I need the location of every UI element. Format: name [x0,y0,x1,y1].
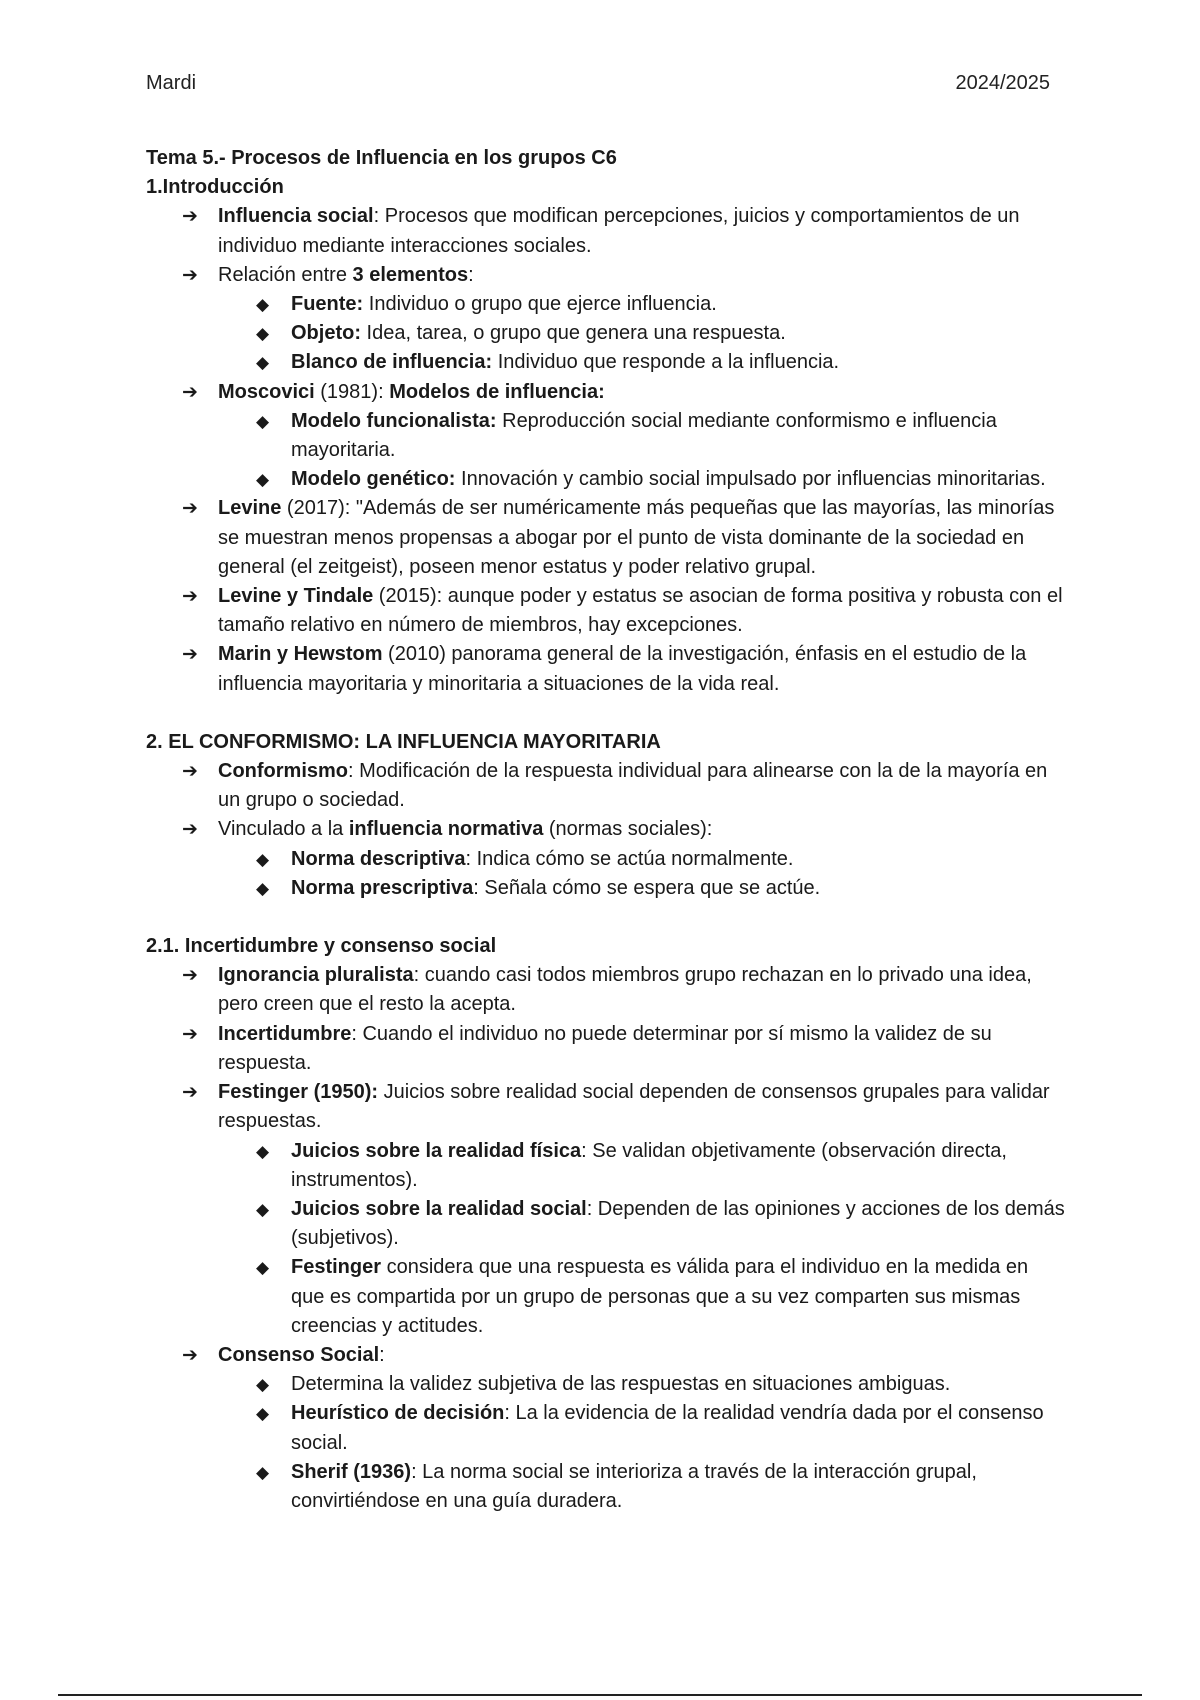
sub-bullet-heuristico: ◆ Heurístico de decisión: La la evidencia de la realidad vendría dada por el consenso social. [146,1399,1066,1457]
arrow-icon: ➔ [182,965,198,987]
diamond-icon: ◆ [256,1462,270,1482]
diamond-icon: ◆ [256,295,270,315]
footer-rule [58,1694,1142,1696]
sub-bullet-realidad-social: ◆ Juicios sobre la realidad social: Dependen de las opiniones y acciones de los demás (subjetivos). [146,1195,1066,1253]
bullet-relacion-elementos: ➔ Relación entre 3 elementos: [146,261,1066,290]
arrow-icon: ➔ [182,644,198,666]
arrow-icon: ➔ [182,206,198,228]
document-body [146,144,1066,1516]
section-heading-introduccion: 1.Introducción [146,176,284,199]
bullet-conformismo: ➔ Conformismo: Modificación de la respuesta individual para alinearse con la de la mayoría en un grupo o sociedad. [146,757,1066,815]
bullet-festinger: ➔ Festinger (1950): Juicios sobre realidad social dependen de consensos grupales para validar respuestas. [146,1078,1066,1136]
document-title: Tema 5.- Procesos de Influencia en los grupos C6 [146,147,617,169]
arrow-icon: ➔ [182,1344,198,1366]
page-header [146,72,1050,102]
sub-bullet-realidad-fisica: ◆ Juicios sobre la realidad física: Se validan objetivamente (observación directa, instrumentos). [146,1137,1066,1195]
arrow-icon: ➔ [182,381,198,403]
sub-bullet-blanco: ◆ Blanco de influencia: Individuo que responde a la influencia. [146,348,1066,377]
arrow-icon: ➔ [182,1082,198,1104]
diamond-icon: ◆ [256,411,270,431]
sub-bullet-modelo-genetico: ◆ Modelo genético: Innovación y cambio social impulsado por influencias minoritarias. [146,465,1066,494]
bullet-marin-hewstom: ➔ Marin y Hewstom (2010) panorama general de la investigación, énfasis en el estudio de la influencia mayoritaria y minoritaria a situaciones de la vida real. [146,640,1066,698]
header-author: Mardi [146,72,197,94]
bullet-moscovici: ➔ Moscovici (1981): Modelos de influencia: [146,378,1066,407]
arrow-icon: ➔ [182,1023,198,1045]
bullet-influencia-normativa: ➔ Vinculado a la influencia normativa (normas sociales): [146,815,1066,844]
section-heading-incertidumbre: 2.1. Incertidumbre y consenso social [146,935,497,958]
diamond-icon: ◆ [256,1404,270,1424]
sub-bullet-sherif: ◆ Sherif (1936): La norma social se interioriza a través de la interacción grupal, convirtiéndose en una guía duradera. [146,1458,1066,1516]
arrow-icon: ➔ [182,761,198,783]
diamond-icon: ◆ [256,353,270,373]
sub-bullet-festinger-considera: ◆ Festinger considera que una respuesta es válida para el individuo en la medida en que es compartida por un grupo de personas que a su vez comparten sus mismas creencias y actitudes. [146,1253,1066,1341]
diamond-icon: ◆ [256,849,270,869]
arrow-icon: ➔ [182,586,198,608]
arrow-icon: ➔ [182,819,198,841]
diamond-icon: ◆ [256,1375,270,1395]
sub-bullet-objeto: ◆ Objeto: Idea, tarea, o grupo que genera una respuesta. [146,319,1066,348]
section-heading-conformismo: 2. EL CONFORMISMO: LA INFLUENCIA MAYORITARIA [146,730,661,753]
bullet-levine: ➔ Levine (2017): "Además de ser numéricamente más pequeñas que las mayorías, las minorías se muestran menos propensas a abogar por el punto de vista dominante de la sociedad en general (el zeitgeist), poseen menor estatus y poder relativo grupal. [146,494,1066,582]
bullet-influencia-social: ➔ Influencia social: Procesos que modifican percepciones, juicios y comportamientos de un individuo mediante interacciones sociales. [146,202,1066,260]
diamond-icon: ◆ [256,324,270,344]
bullet-consenso-social: ➔ Consenso Social: [146,1341,1066,1370]
sub-bullet-modelo-funcionalista: ◆ Modelo funcionalista: Reproducción social mediante conformismo e influencia mayoritaria. [146,407,1066,465]
diamond-icon: ◆ [256,1141,270,1161]
arrow-icon: ➔ [182,498,198,520]
bullet-incertidumbre: ➔ Incertidumbre: Cuando el individuo no puede determinar por sí mismo la validez de su respuesta. [146,1020,1066,1078]
diamond-icon: ◆ [256,1258,270,1278]
bullet-levine-tindale: ➔ Levine y Tindale (2015): aunque poder y estatus se asocian de forma positiva y robusta con el tamaño relativo en número de miembros, hay excepciones. [146,582,1066,640]
sub-bullet-norma-prescriptiva: ◆ Norma prescriptiva: Señala cómo se espera que se actúe. [146,874,1066,903]
bullet-ignorancia-pluralista: ➔ Ignorancia pluralista: cuando casi todos miembros grupo rechazan en lo privado una idea, pero creen que el resto la acepta. [146,961,1066,1019]
sub-bullet-validez-subjetiva: ◆ Determina la validez subjetiva de las respuestas en situaciones ambiguas. [146,1370,1066,1399]
arrow-icon: ➔ [182,264,198,286]
diamond-icon: ◆ [256,470,270,490]
sub-bullet-norma-descriptiva: ◆ Norma descriptiva: Indica cómo se actúa normalmente. [146,845,1066,874]
diamond-icon: ◆ [256,878,270,898]
diamond-icon: ◆ [256,1199,270,1219]
sub-bullet-fuente: ◆ Fuente: Individuo o grupo que ejerce influencia. [146,290,1066,319]
header-year: 2024/2025 [955,72,1050,94]
